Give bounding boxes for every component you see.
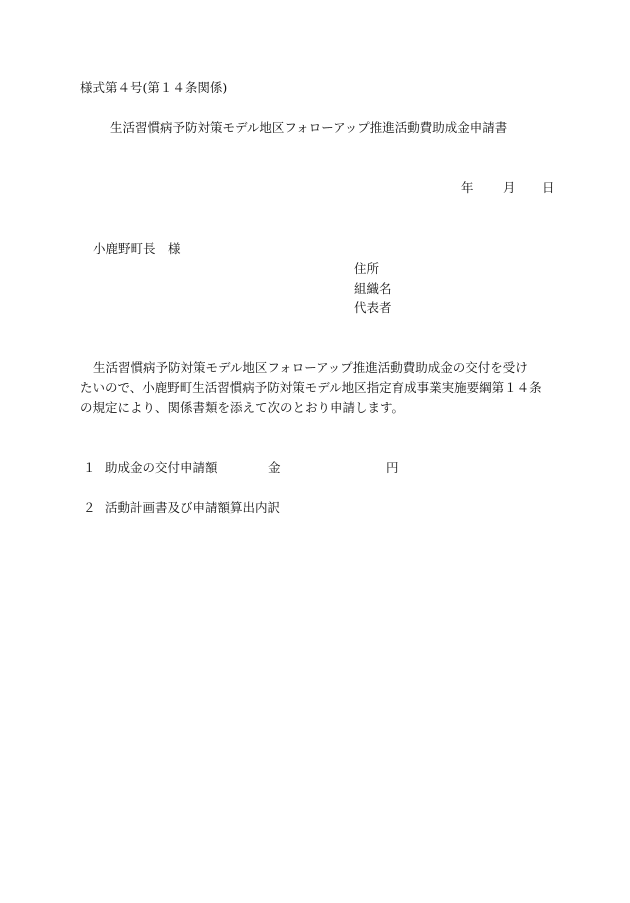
item-number: ２: [83, 500, 96, 515]
document-title: 生活習慣病予防対策モデル地区フォローアップ推進活動費助成金申請書: [110, 120, 508, 135]
address-label: 住所: [354, 261, 380, 276]
amount-prefix: 金: [268, 460, 281, 475]
date-month-label: 月: [503, 180, 516, 195]
item-label: 助成金の交付申請額: [105, 460, 218, 475]
date-year-label: 年: [461, 180, 474, 195]
item-number: １: [83, 460, 96, 475]
form-number: 様式第４号(第１４条関係): [80, 80, 228, 95]
addressee: 小鹿野町長 様: [93, 241, 181, 256]
representative-label: 代表者: [354, 300, 392, 315]
item-label: 活動計画書及び申請額算出内訳: [105, 500, 281, 515]
amount-unit: 円: [386, 460, 399, 475]
organization-label: 組織名: [354, 281, 392, 296]
date-day-label: 日: [542, 180, 555, 195]
body-line: たいので、小鹿野町生活習慣病予防対策モデル地区指定育成事業実施要綱第１４条: [80, 380, 542, 395]
body-line: 生活習慣病予防対策モデル地区フォローアップ推進活動費助成金の交付を受け: [93, 360, 528, 375]
body-line: の規定により、関係書類を添えて次のとおり申請します。: [80, 400, 405, 415]
